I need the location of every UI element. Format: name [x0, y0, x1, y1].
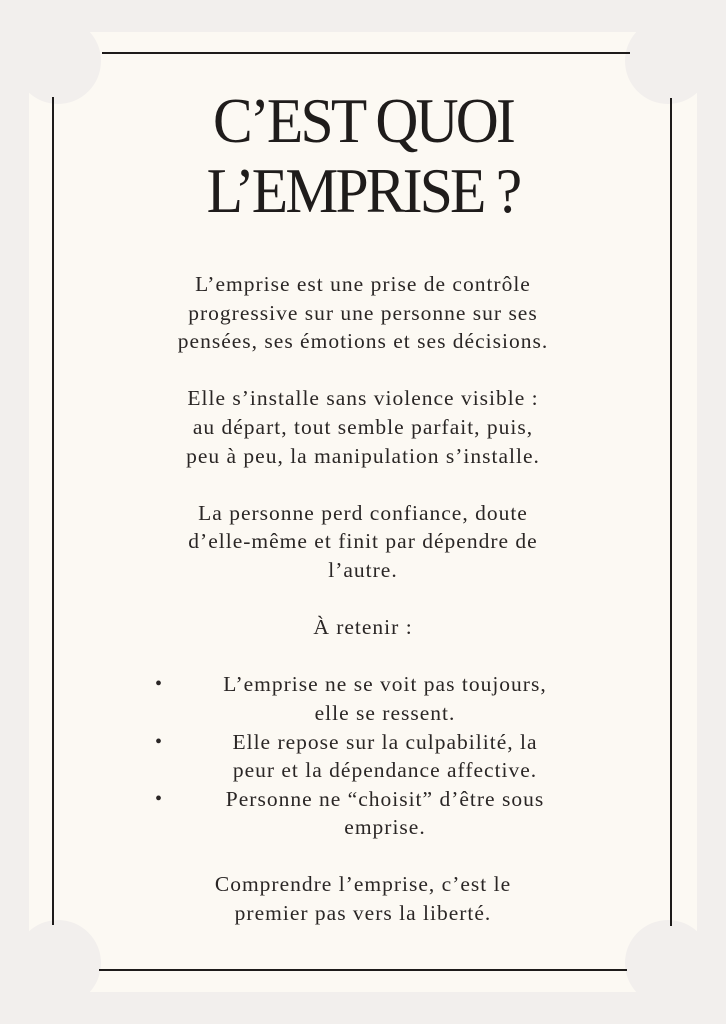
retain-heading: À retenir : — [313, 615, 413, 640]
closing-statement — [119, 870, 607, 927]
title-line-1: C’EST QUOI — [212, 85, 514, 156]
list-item-line: emprise. — [344, 815, 426, 840]
bullet-icon: • — [155, 673, 164, 696]
bullet-icon: • — [155, 787, 164, 810]
paragraph-definition — [119, 270, 607, 356]
list-item-line: elle se ressent. — [314, 700, 456, 725]
list-item-line: Elle repose sur la culpabilité, la — [232, 729, 538, 754]
key-points-list — [119, 670, 607, 842]
list-item-line: peur et la dépendance affective. — [232, 758, 538, 783]
list-item — [119, 670, 607, 727]
body-content — [119, 270, 607, 956]
paragraph-line: d’elle-même et finit par dépendre de — [188, 529, 538, 554]
closing-line: premier pas vers la liberté. — [234, 901, 492, 926]
bottom-rule-line — [99, 969, 627, 971]
paragraph-line: progressive sur une personne sur ses — [188, 300, 538, 325]
list-item-line: L’emprise ne se voit pas toujours, — [223, 672, 547, 697]
paragraph-line: peu à peu, la manipulation s’installe. — [186, 443, 540, 468]
list-item — [119, 785, 607, 842]
paragraph-line: au départ, tout semble parfait, puis, — [192, 414, 534, 439]
paragraph-line: L’emprise est une prise de contrôle — [195, 272, 531, 296]
bullet-icon: • — [155, 730, 164, 753]
corner-notch-bottom-right — [625, 920, 697, 992]
paragraph-line: Elle s’installe sans violence visible : — [187, 386, 539, 411]
paragraph-installation — [119, 384, 607, 470]
paragraph-line: pensées, ses émotions et ses décisions. — [177, 329, 549, 354]
list-item-line: Personne ne “choisit” d’être sous — [225, 786, 545, 811]
corner-notch-bottom-left — [29, 920, 101, 992]
paragraph-line: l’autre. — [328, 557, 398, 582]
poster-card — [29, 32, 697, 992]
title-line-2: L’EMPRISE ? — [206, 155, 520, 226]
page-title — [52, 86, 673, 226]
closing-line: Comprendre l’emprise, c’est le — [214, 872, 512, 897]
paragraph-consequences — [119, 499, 607, 585]
top-rule-line — [102, 52, 630, 54]
paragraph-line: La personne perd confiance, doute — [198, 500, 528, 525]
list-item — [119, 728, 607, 785]
